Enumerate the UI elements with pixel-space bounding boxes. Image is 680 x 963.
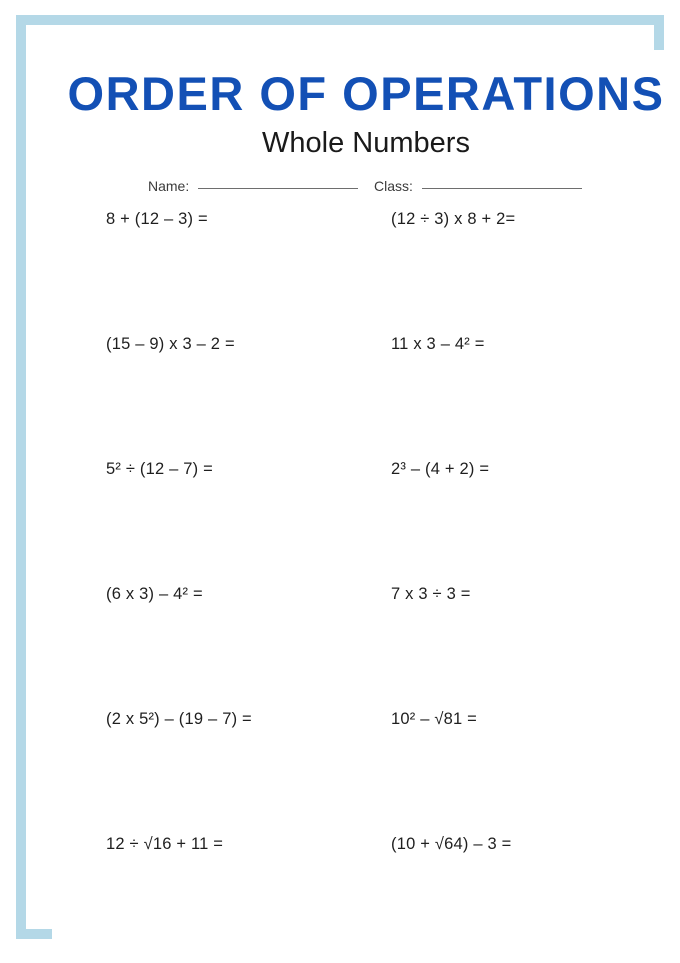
class-label: Class:	[374, 178, 413, 194]
problem-row	[52, 460, 680, 585]
problem-6: 2³ – (4 + 2) =	[391, 460, 490, 478]
name-input-rule[interactable]	[198, 187, 358, 189]
problem-row	[52, 335, 680, 460]
class-input-rule[interactable]	[422, 187, 582, 189]
name-field-group	[148, 178, 358, 194]
problem-2: (12 ÷ 3) x 8 + 2=	[391, 210, 516, 228]
problem-grid	[52, 210, 680, 960]
problem-8: 7 x 3 ÷ 3 =	[391, 585, 471, 603]
class-field-group	[374, 178, 582, 194]
student-info-row	[52, 178, 680, 200]
problem-row	[52, 710, 680, 835]
page-subtitle: Whole Numbers	[262, 127, 470, 159]
problem-10: 10² – √81 =	[391, 710, 478, 728]
problem-11: 12 ÷ √16 + 11 =	[106, 835, 224, 853]
problem-1: 8 + (12 – 3) =	[106, 210, 208, 228]
problem-9: (2 x 5²) – (19 – 7) =	[106, 710, 252, 728]
problem-3: (15 – 9) x 3 – 2 =	[106, 335, 235, 353]
problem-7: (6 x 3) – 4² =	[106, 585, 203, 603]
problem-12: (10 + √64) – 3 =	[391, 835, 512, 853]
problem-row	[52, 835, 680, 960]
problem-row	[52, 210, 680, 335]
worksheet-content-area	[52, 50, 680, 954]
name-label: Name:	[148, 178, 190, 194]
page-title: ORDER OF OPERATIONS	[67, 67, 665, 120]
decorative-border-frame	[16, 15, 664, 939]
problem-4: 11 x 3 – 4² =	[391, 335, 485, 353]
problem-row	[52, 585, 680, 710]
problem-5: 5² ÷ (12 – 7) =	[106, 460, 213, 478]
